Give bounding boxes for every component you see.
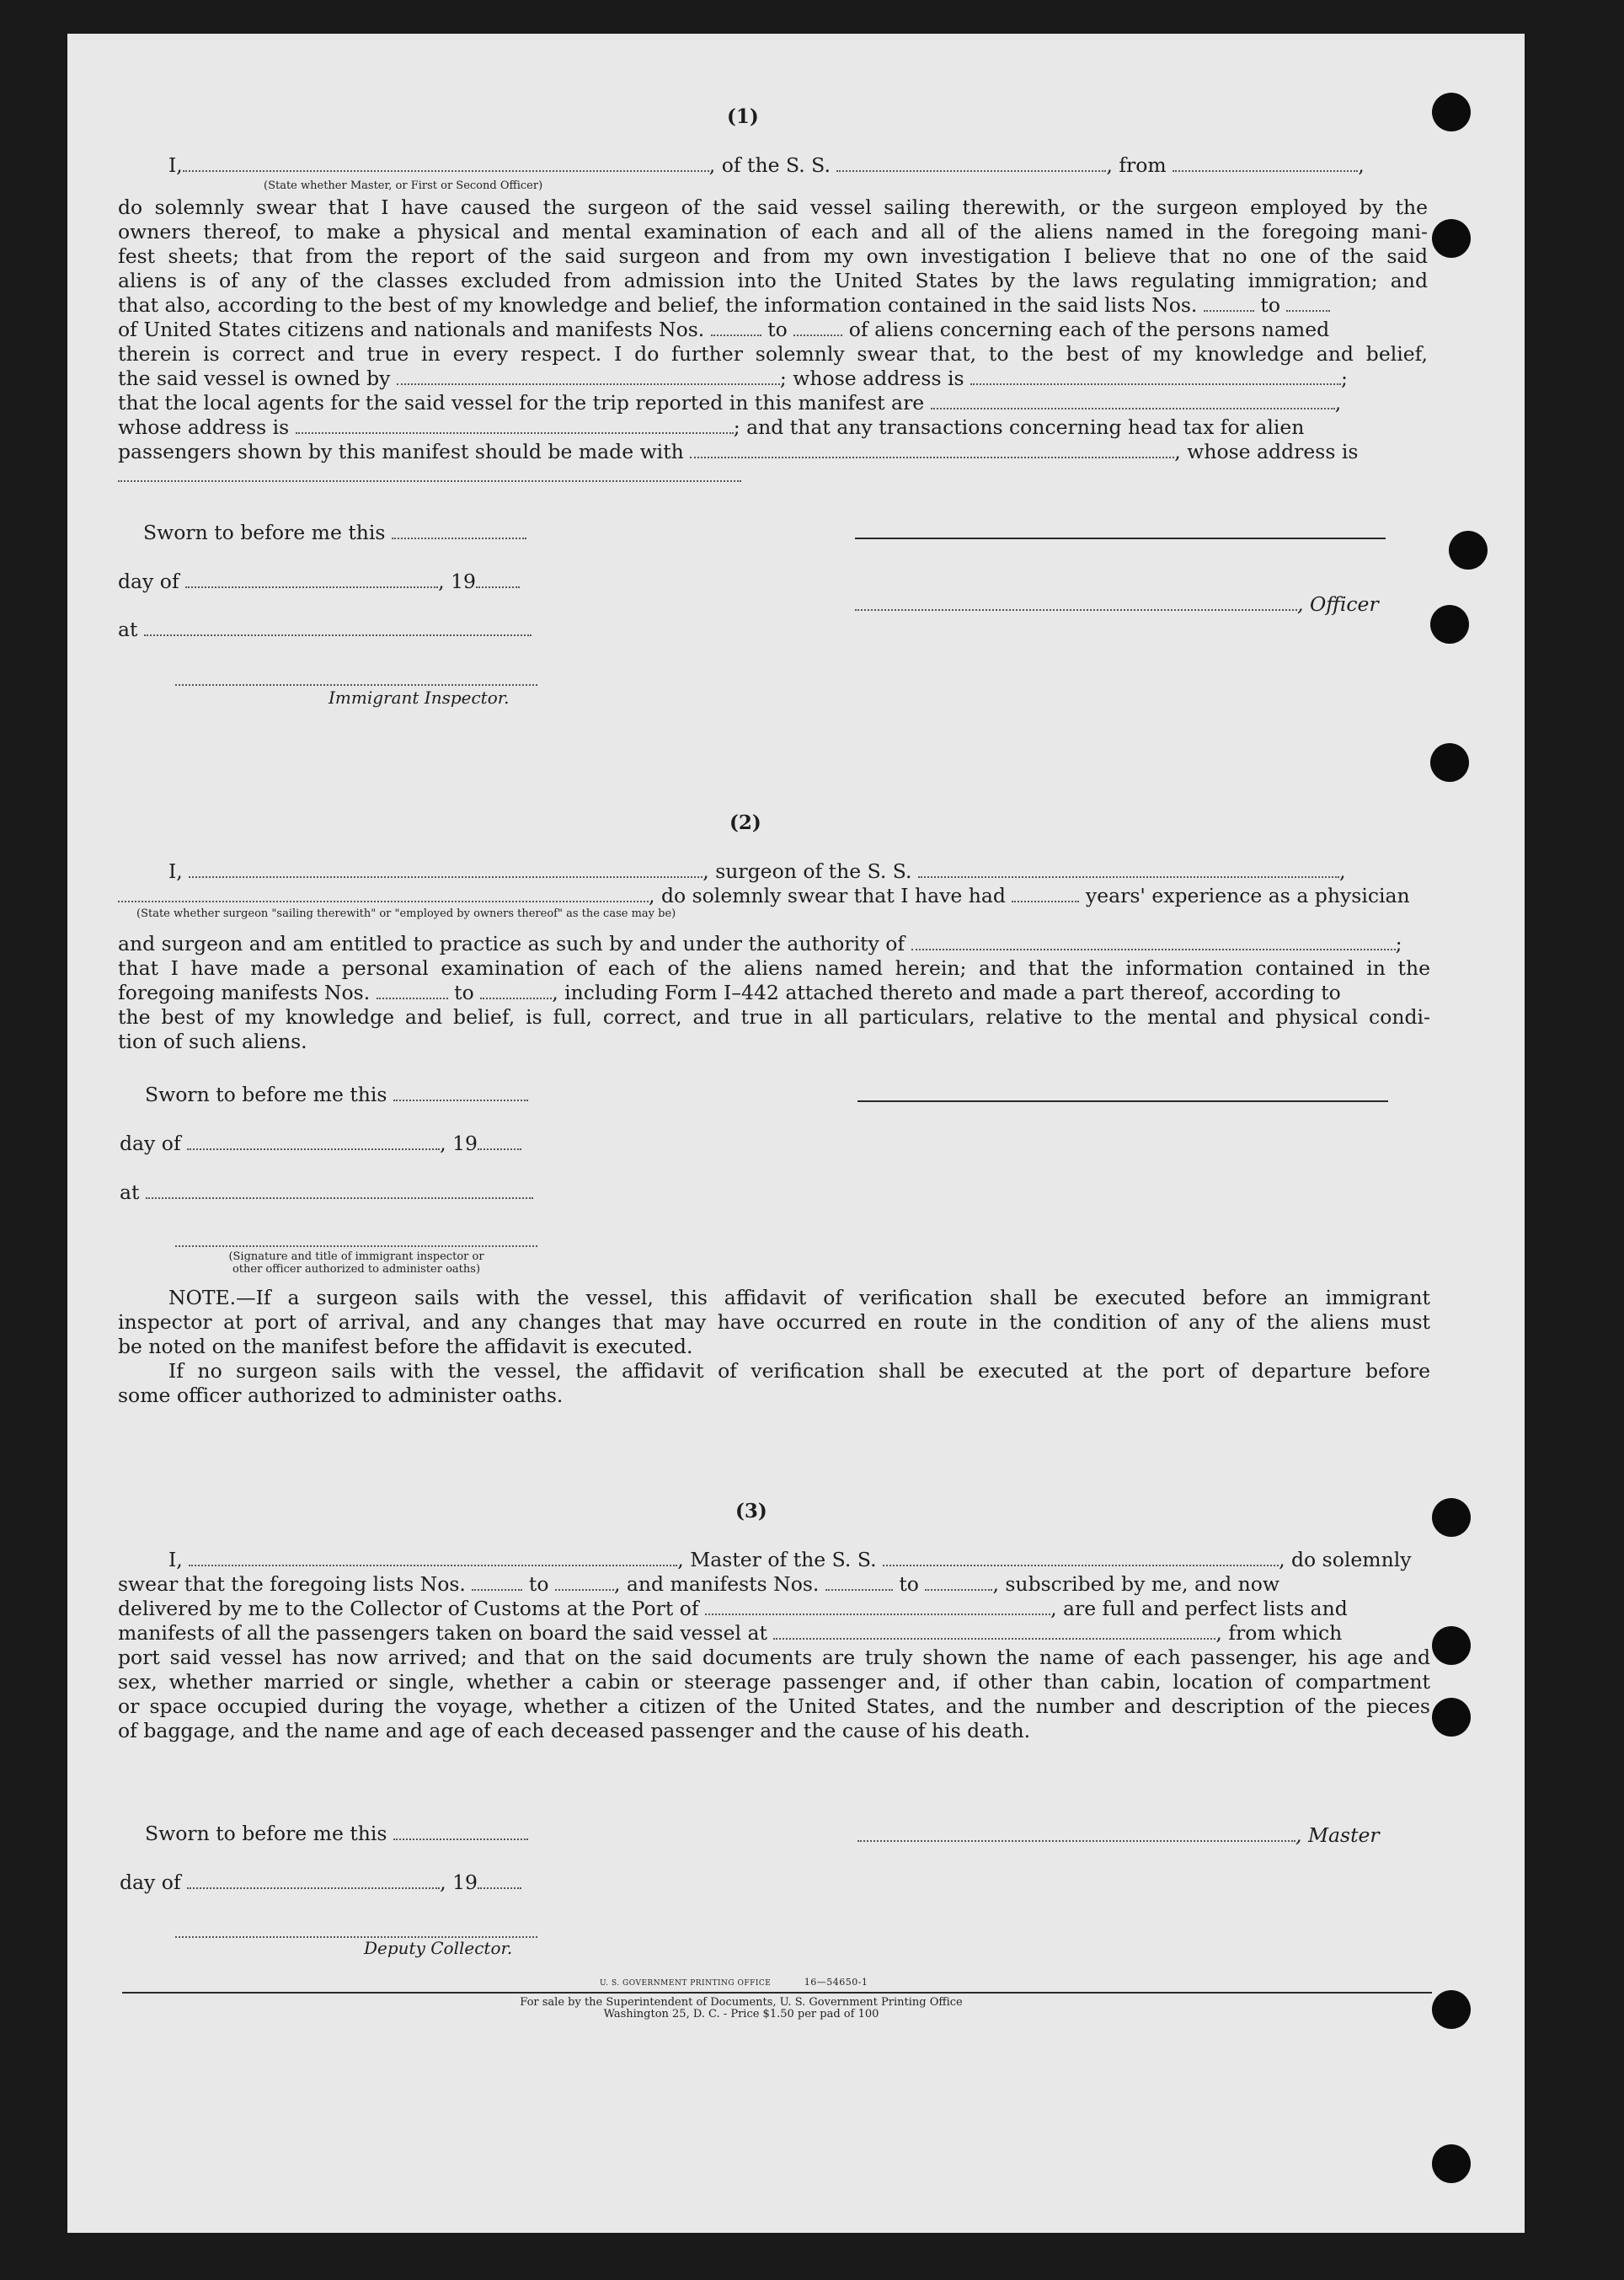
section-1-line-6 <box>118 318 1329 341</box>
section-3-number: (3) <box>735 1500 767 1523</box>
punch-hole <box>1432 2144 1471 2183</box>
day-of-field[interactable] <box>187 1133 440 1150</box>
text: , surgeon of the S. S. <box>702 859 912 883</box>
text: Sworn to before me this <box>145 1083 387 1106</box>
day-of-field[interactable] <box>185 571 438 588</box>
sale-line: For sale by the Superintendent of Documents, U. S. Government Printing Office <box>520 1996 963 2009</box>
text: the said vessel is owned by <box>118 367 391 390</box>
text: of aliens concerning each of the persons named <box>848 318 1330 341</box>
text: , <box>1339 859 1346 883</box>
punch-hole <box>1432 1698 1471 1737</box>
punch-hole <box>1432 1498 1471 1537</box>
text: , 19 <box>438 570 476 593</box>
inspector-signature-line[interactable] <box>175 684 537 686</box>
sworn-line <box>145 1083 528 1106</box>
port-boarded-field[interactable] <box>773 1623 1215 1640</box>
section-2-line-3 <box>118 932 1402 955</box>
body-line: or space occupied during the voyage, whether a citizen of the United States, and the number and description of the pieces <box>118 1694 1430 1718</box>
at-field[interactable] <box>144 619 532 636</box>
note-line: inspector at port of arrival, and any changes that may have occurred en route in the condition of any of the aliens must <box>118 1310 1430 1334</box>
gpo-text: U. S. GOVERNMENT PRINTING OFFICE <box>600 1979 772 1988</box>
signature-note-line: (Signature and title of immigrant inspector or <box>228 1250 484 1263</box>
sale-line: Washington 25, D. C. - Price $1.50 per pad of 100 <box>603 2008 879 2020</box>
section-2-line-2 <box>118 884 1410 907</box>
year-field[interactable] <box>476 571 520 588</box>
officer-field[interactable] <box>183 155 709 172</box>
surgeon-name-field[interactable] <box>189 861 702 878</box>
text: I, <box>168 859 183 883</box>
manifests-from-field[interactable] <box>377 982 448 999</box>
lists-from-field[interactable] <box>472 1574 522 1591</box>
sale-notice <box>421 1997 1061 2020</box>
sworn-date-field[interactable] <box>392 522 526 539</box>
inspector-caption: Immigrant Inspector. <box>329 688 510 708</box>
manifests-to-field[interactable] <box>925 1574 992 1591</box>
text: that the local agents for the said vessel for the trip reported in this manifest are <box>118 391 925 415</box>
day-of-line <box>120 1132 521 1155</box>
text: that also, according to the best of my knowledge and belief, the information contained in the said lists Nos. <box>118 293 1198 317</box>
form-sheet <box>67 34 1525 2233</box>
text: at <box>120 1180 140 1204</box>
year-field[interactable] <box>478 1133 521 1150</box>
master-signature-line <box>857 1823 1380 1847</box>
text: Sworn to before me this <box>145 1822 387 1845</box>
sworn-line <box>143 521 526 544</box>
punch-hole <box>1432 219 1471 258</box>
text: , 19 <box>440 1132 478 1155</box>
text: delivered by me to the Collector of Customs at the Port of <box>118 1597 699 1620</box>
sworn-date-field[interactable] <box>393 1084 528 1101</box>
note-line: be noted on the manifest before the affidavit is executed. <box>118 1335 693 1358</box>
day-of-line <box>120 1871 521 1894</box>
section-3-line-4 <box>118 1621 1342 1645</box>
text: of United States citizens and nationals and manifests Nos. <box>118 318 705 341</box>
lists-to-field[interactable] <box>1286 295 1330 312</box>
text: , Master <box>1295 1823 1380 1847</box>
section-3-body <box>118 1646 1430 1743</box>
port-from-field[interactable] <box>1173 155 1358 172</box>
text: ; and that any transactions concerning head tax for alien <box>733 415 1305 439</box>
surgeon-note: (State whether surgeon "sailing therewith" or "employed by owners thereof" as the case may be) <box>136 907 676 920</box>
address-continuation-line[interactable] <box>118 480 741 482</box>
section-2-line-1 <box>168 859 1346 883</box>
head-tax-party-field[interactable] <box>690 442 1174 458</box>
years-field[interactable] <box>1012 886 1079 902</box>
local-agents-field[interactable] <box>931 393 1335 409</box>
punch-hole <box>1430 743 1469 782</box>
body-line: the best of my knowledge and belief, is full, correct, and true in all particulars, relative to the mental and physical condi- <box>118 1005 1430 1029</box>
footer-rule <box>122 1992 1432 1994</box>
text: to <box>767 318 788 341</box>
text: at <box>118 618 138 641</box>
text: passengers shown by this manifest should be made with <box>118 440 684 463</box>
text: day of <box>118 570 179 593</box>
text: tion of such aliens. <box>118 1030 307 1053</box>
text: , including Form I–442 attached thereto and made a part thereof, according to <box>552 981 1341 1004</box>
deputy-caption: Deputy Collector. <box>364 1938 513 1958</box>
signature-note-line: other officer authorized to administer oaths) <box>232 1263 481 1276</box>
text: , <box>1334 391 1342 415</box>
punch-hole <box>1432 93 1471 131</box>
signature-line[interactable] <box>855 538 1386 539</box>
text: ; <box>1395 932 1402 955</box>
authority-field[interactable] <box>911 934 1396 950</box>
manifests-to-field[interactable] <box>480 982 552 999</box>
section-1-number: (1) <box>727 105 759 128</box>
text: Sworn to before me this <box>143 521 386 544</box>
text: years' experience as a physician <box>1085 884 1410 907</box>
text: foregoing manifests Nos. <box>118 981 371 1004</box>
inspector-signature-line[interactable] <box>175 1245 537 1247</box>
at-line <box>120 1180 533 1204</box>
section-1-line-10 <box>118 415 1304 439</box>
text: whose address is <box>118 415 290 439</box>
text: and surgeon and am entitled to practice as such by and under the authority of <box>118 932 905 955</box>
officer-line <box>855 592 1379 616</box>
manifests-to-field[interactable] <box>793 319 842 336</box>
text: , do solemnly swear that I have had <box>649 884 1006 907</box>
gpo-imprint <box>600 1977 868 1988</box>
owner-address-field[interactable] <box>970 368 1341 385</box>
text: , do solemnly <box>1279 1548 1412 1571</box>
signature-note <box>175 1250 537 1276</box>
section-1-line-5 <box>118 293 1330 317</box>
at-line <box>118 618 532 641</box>
text: to <box>454 981 474 1004</box>
text: , 19 <box>440 1871 478 1894</box>
surgeon-note-paragraph <box>118 1286 1430 1408</box>
form-number: 16—54650-1 <box>804 1977 868 1988</box>
manifests-from-field[interactable] <box>711 319 761 336</box>
section-1-line-1 <box>168 153 1365 177</box>
master-vessel-field[interactable] <box>883 1549 1279 1566</box>
text: , and manifests Nos. <box>613 1572 820 1596</box>
day-of-line <box>118 570 520 593</box>
text: , whose address is <box>1174 440 1359 463</box>
manifests-from-field[interactable] <box>825 1574 893 1591</box>
punch-hole <box>1432 1626 1471 1665</box>
lists-from-field[interactable] <box>1204 295 1254 312</box>
section-1-body <box>118 195 1428 293</box>
text: ; whose address is <box>779 367 964 390</box>
body-line: sex, whether married or single, whether a cabin or steerage passenger and, if other than cabin, location of compartment <box>118 1670 1430 1694</box>
text: to <box>899 1572 919 1596</box>
text: day of <box>120 1871 181 1894</box>
note-line: some officer authorized to administer oaths. <box>118 1384 564 1407</box>
sworn-date-field[interactable] <box>393 1823 528 1840</box>
section-3-line-3 <box>118 1597 1348 1620</box>
section-1-line-9 <box>118 391 1341 415</box>
lists-to-field[interactable] <box>555 1574 614 1591</box>
section-1-line-7 <box>118 342 1428 367</box>
note-line: NOTE.—If a surgeon sails with the vessel, this affidavit of verification shall be executed before an immigrant <box>168 1286 1430 1309</box>
punch-hole <box>1449 531 1488 570</box>
master-signature-field[interactable] <box>857 1825 1295 1842</box>
section-2-number: (2) <box>729 811 761 834</box>
body-line: that I have made a personal examination of each of the aliens named herein; and that the information contained in the <box>118 956 1430 980</box>
punch-hole <box>1430 605 1469 644</box>
vessel-name-field[interactable] <box>836 155 1106 172</box>
body-line: port said vessel has now arrived; and that on the said documents are truly shown the name of each passenger, his age and <box>118 1646 1430 1669</box>
text: manifests of all the passengers taken on board the said vessel at <box>118 1621 767 1645</box>
owner-field[interactable] <box>397 368 780 385</box>
note-line: If no surgeon sails with the vessel, the affidavit of verification shall be executed at the port of departure before <box>168 1359 1430 1383</box>
text: day of <box>120 1132 181 1155</box>
section-2-line-5 <box>118 981 1341 1004</box>
section-1-line-11 <box>118 440 1358 463</box>
text: , from which <box>1215 1621 1343 1645</box>
year-field[interactable] <box>478 1872 521 1889</box>
body-line: therein is correct and true in every respect. I do further solemnly swear that, to the best of my knowledge and belief, <box>118 342 1428 366</box>
body-line: owners thereof, to make a physical and mental examination of each and all of the aliens named in the foregoing mani- <box>118 220 1428 244</box>
surgeon-vessel-field[interactable] <box>918 861 1339 878</box>
surgeon-signature-line[interactable] <box>857 1100 1388 1102</box>
at-field[interactable] <box>146 1182 533 1199</box>
officer-note: (State whether Master, or First or Second Officer) <box>264 179 543 192</box>
text: ; <box>1341 367 1348 390</box>
punch-hole <box>1432 1990 1471 2029</box>
text: , of the S. S. <box>708 153 831 177</box>
agents-address-field[interactable] <box>296 417 734 434</box>
text: , <box>1358 153 1365 177</box>
officer-signature-field[interactable] <box>855 594 1297 611</box>
section-1-line-8 <box>118 367 1348 390</box>
surgeon-status-field[interactable] <box>118 886 649 902</box>
text: , from <box>1106 153 1167 177</box>
section-2-line-4 <box>118 956 1430 981</box>
text: , are full and perfect lists and <box>1050 1597 1348 1620</box>
section-3-line-2 <box>118 1572 1279 1596</box>
text: , Master of the S. S. <box>677 1548 877 1571</box>
sworn-line <box>145 1822 528 1845</box>
text: I, <box>168 1548 183 1571</box>
text: , subscribed by me, and now <box>992 1572 1280 1596</box>
day-of-field[interactable] <box>187 1872 440 1889</box>
text: , Officer <box>1297 592 1379 616</box>
text: swear that the foregoing lists Nos. <box>118 1572 466 1596</box>
master-name-field[interactable] <box>189 1549 677 1566</box>
body-line: aliens is of any of the classes excluded from admission into the United States by the laws regulating immigration; and <box>118 269 1428 292</box>
body-line: of baggage, and the name and age of each deceased passenger and the cause of his death. <box>118 1719 1031 1742</box>
body-line: do solemnly swear that I have caused the surgeon of the said vessel sailing therewith, or the surgeon employed by the <box>118 195 1428 219</box>
section-2-line-7 <box>118 1030 307 1053</box>
text: to <box>1260 293 1280 317</box>
section-3-line-1 <box>168 1548 1412 1571</box>
port-of-field[interactable] <box>705 1598 1050 1615</box>
section-2-line-6 <box>118 1005 1430 1030</box>
text: to <box>528 1572 549 1596</box>
body-line: fest sheets; that from the report of the said surgeon and from my own investigation I believe that no one of the said <box>118 244 1428 268</box>
text: I, <box>168 153 183 177</box>
